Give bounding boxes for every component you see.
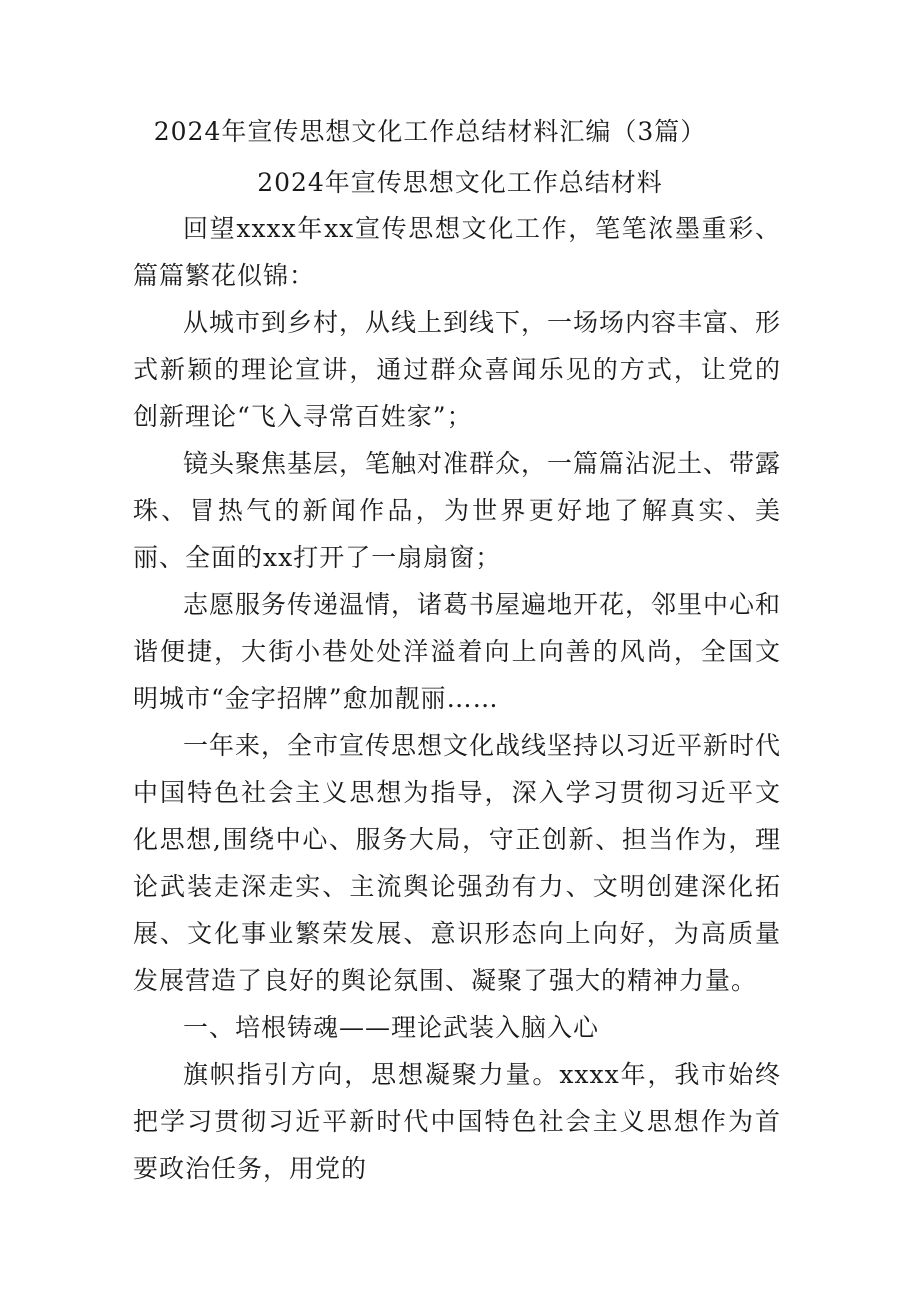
paragraph-theory-lectures: 从城市到乡村，从线上到线下，一场场内容丰富、形式新颖的理论宣讲，通过群众喜闻乐见的方式，让党的创新理论“飞入寻常百姓家”； [133, 308, 782, 431]
section-heading-1: 一、培根铸魂——理论武装入脑入心 [183, 1013, 600, 1042]
paragraph-section-1: 旗帜指引方向，思想凝聚力量。xxxx年，我市始终把学习贯彻习近平新时代中国特色社会主义思想作为首要政治任务，用党的 [133, 1060, 781, 1183]
document-title: 2024年宣传思想文化工作总结材料汇编（3篇） [153, 117, 707, 146]
document-body [133, 205, 781, 1192]
document-subtitle: 2024年宣传思想文化工作总结材料 [257, 168, 663, 197]
paragraph-volunteer-service: 志愿服务传递温情，诸葛书屋遍地开花，邻里中心和谐便捷，大街小巷处处洋溢着向上向善的风尚，全国文明城市“金字招牌”愈加靓丽…… [133, 590, 782, 713]
paragraph-year-summary: 一年来，全市宣传思想文化战线坚持以习近平新时代中国特色社会主义思想为指导，深入学习贯彻习近平文化思想,围绕中心、服务大局，守正创新、担当作为，理论武装走深走实、主流舆论强劲有力、文明创建深化拓展、文化事业繁荣发展、意识形态向上向好，为高质量发展营造了良好的舆论氛围、凝聚了强大的精神力量。 [133, 731, 782, 995]
paragraph-review: 回望xxxx年xx宣传思想文化工作，笔笔浓墨重彩、篇篇繁花似锦： [133, 214, 781, 290]
paragraph-news-works: 镜头聚焦基层，笔触对准群众，一篇篇沾泥土、带露珠、冒热气的新闻作品，为世界更好地了解真实、美丽、全面的xx打开了一扇扇窗； [133, 449, 782, 572]
